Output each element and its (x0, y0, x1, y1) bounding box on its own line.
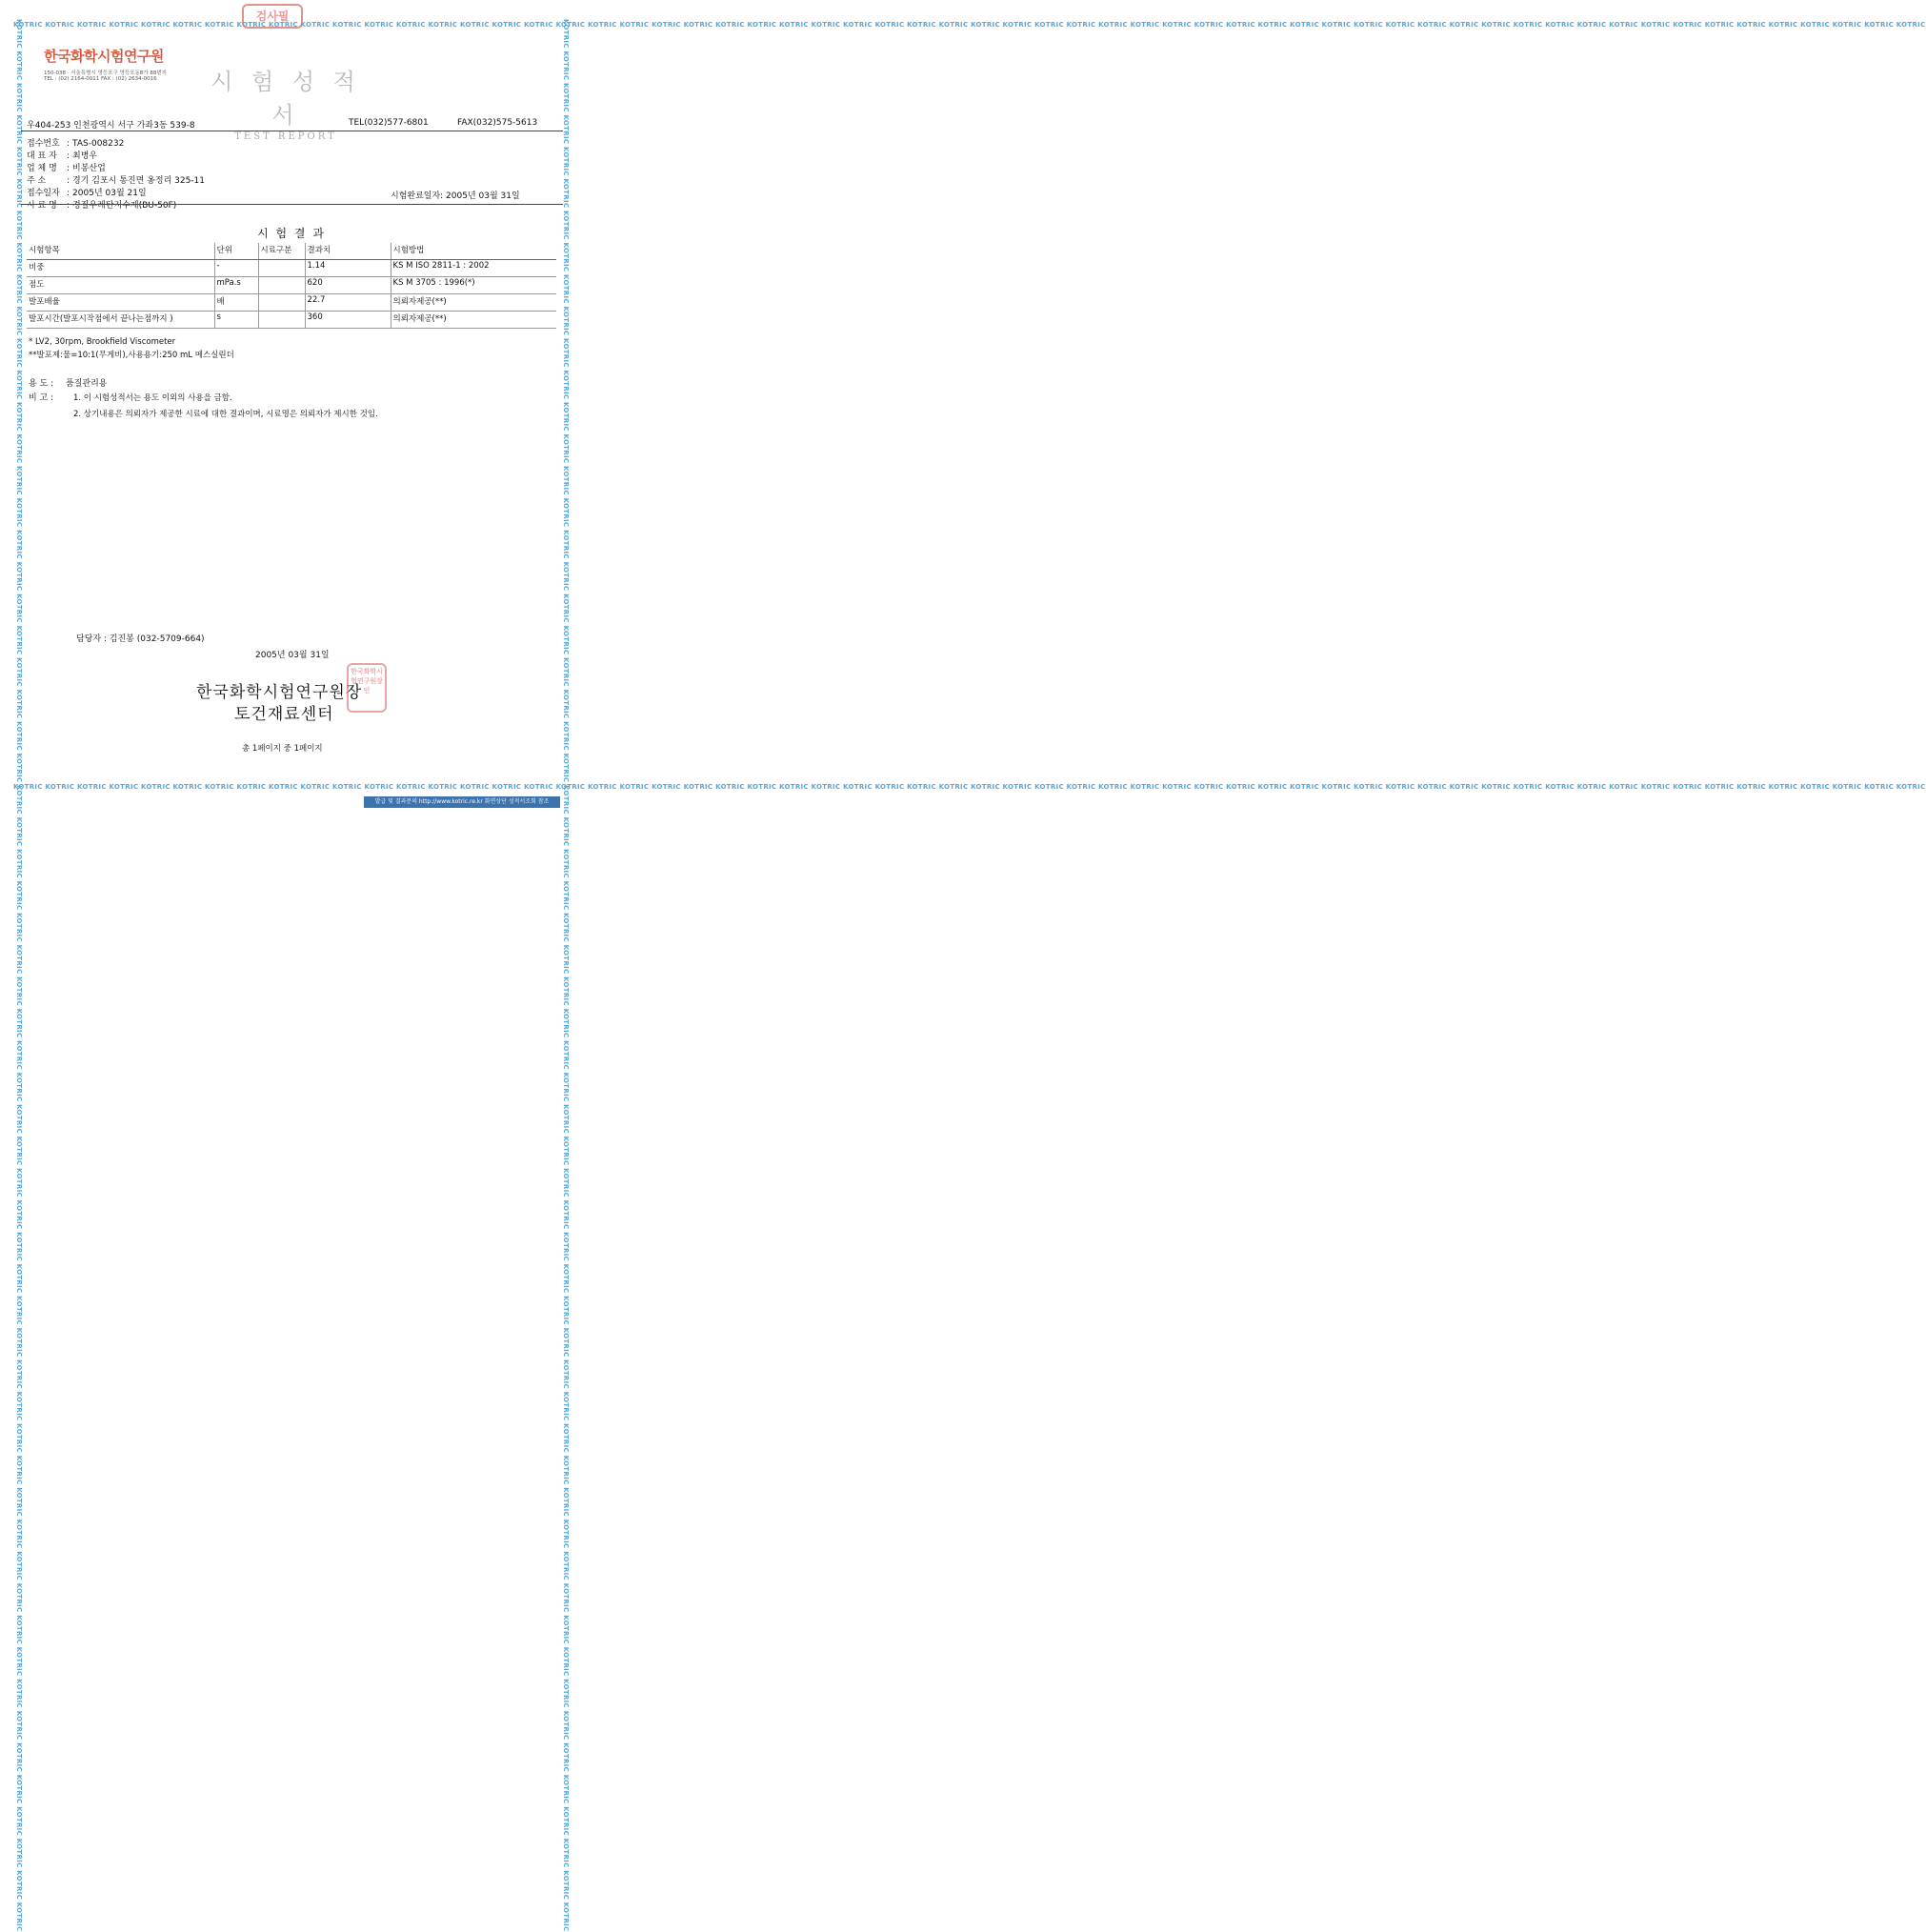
table-cell: 배 (214, 294, 258, 312)
table-cell (258, 294, 305, 312)
contact-person: 담당자 : 김진봉 (032-5709-664) (76, 634, 205, 644)
table-cell: 발포배율 (27, 294, 214, 312)
notes (29, 335, 234, 362)
table-cell: 1.14 (305, 260, 391, 277)
page-info: 총 1페이지 중 1페이지 (242, 744, 323, 754)
institute-name: 한국화학시험연구원 (44, 48, 164, 65)
divider (21, 204, 563, 205)
info-row (27, 175, 205, 188)
client-address: 우404-253 인천광역시 서구 가좌3동 539-8 (27, 121, 195, 131)
info-row (27, 200, 205, 212)
info-row (27, 138, 205, 151)
results-title: 시 험 결 과 (257, 227, 326, 240)
table-cell: 의뢰자제공(**) (391, 312, 556, 329)
document-title: 시 험 성 적 서 (211, 69, 361, 129)
verification-bar: 발급 및 결과문의 http://www.kotric.re.kr 화면상단 성적서조회 참조 (364, 796, 560, 808)
info-label: 주 소 (27, 176, 47, 186)
info-row (27, 151, 205, 163)
purpose-value: 품질관리용 (66, 379, 108, 389)
table-row (27, 312, 556, 329)
remarks-label: 비 고 : (29, 393, 54, 403)
signer-department: 토건재료센터 (234, 705, 334, 724)
institute-logo (44, 46, 167, 82)
client-tel: TEL(032)577-6801 (349, 118, 429, 128)
signer-title: 한국화학시험연구원장 (196, 683, 363, 702)
note-line: * LV2, 30rpm, Brookfield Viscometer (29, 337, 176, 347)
table-cell (258, 312, 305, 329)
table-cell: s (214, 312, 258, 329)
purpose-label: 용 도 : (29, 379, 54, 389)
table-cell: - (214, 260, 258, 277)
security-pattern-text: KOTRIC KOTRIC KOTRIC KOTRIC KOTRIC KOTRIC KOTRIC KOTRIC KOTRIC KOTRIC KOTRIC KOTRIC KOTRIC KOTRIC KOTRIC KOTRIC KOTRIC KOTRIC KOTRIC KOTRIC KOTRIC KOTRIC KOTRIC KOTRIC KOTRIC KOTRIC KOTRIC KOTRIC KOTRIC KOTRIC KOTRIC KOTRIC KOTRIC KOTRIC KOTRIC KOTRIC KOTRIC KOTRIC KOTRIC KOTRIC KOTRIC KOTRIC KOTRIC KOTRIC KOTRIC KOTRIC KOTRIC KOTRIC KOTRIC KOTRIC KOTRIC KOTRIC KOTRIC KOTRIC KOTRIC KOTRIC KOTRIC KOTRIC KOTRIC KOTRIC (13, 783, 1926, 791)
info-label: 업 체 명 (27, 164, 57, 173)
info-value: 경질우레탄지수제(BU-50F) (72, 201, 177, 211)
table-cell: KS M ISO 2811-1 : 2002 (391, 260, 556, 277)
table-cell: 620 (305, 277, 391, 294)
info-separator: : (67, 151, 70, 161)
top-stamp: 검사필 (242, 4, 303, 29)
info-value: TAS-008232 (72, 139, 125, 149)
table-row (27, 277, 556, 294)
table-cell: 발포시간(발포시작점에서 끝나는점까지 ) (27, 312, 214, 329)
document-subtitle: TEST REPORT (234, 131, 337, 142)
info-row (27, 163, 205, 175)
institute-address: 150-038 · 서울특별시 영등포구 영등포동8가 88번지 (44, 70, 167, 76)
table-cell: 점도 (27, 277, 214, 294)
table-cell: KS M 3705 : 1996(*) (391, 277, 556, 294)
security-pattern-text: KOTRIC KOTRIC KOTRIC KOTRIC KOTRIC KOTRIC KOTRIC KOTRIC KOTRIC KOTRIC KOTRIC KOTRIC KOTRIC KOTRIC KOTRIC KOTRIC KOTRIC KOTRIC KOTRIC KOTRIC KOTRIC KOTRIC KOTRIC KOTRIC KOTRIC KOTRIC KOTRIC KOTRIC KOTRIC KOTRIC KOTRIC KOTRIC KOTRIC KOTRIC KOTRIC KOTRIC KOTRIC KOTRIC KOTRIC KOTRIC KOTRIC KOTRIC KOTRIC KOTRIC KOTRIC KOTRIC KOTRIC KOTRIC KOTRIC KOTRIC KOTRIC KOTRIC KOTRIC KOTRIC KOTRIC KOTRIC KOTRIC KOTRIC KOTRIC KOTRIC (562, 19, 570, 1932)
info-separator: : (67, 164, 70, 173)
client-fax: FAX(032)575-5613 (457, 118, 538, 128)
info-value: 비봉산업 (72, 164, 106, 173)
note-line: **발포제:물=10:1(무게비),사용용기:250 mL 메스실린더 (29, 351, 234, 360)
official-seal: 한국화학시험연구원장인 (347, 663, 387, 713)
info-label: 시 료 명 (27, 201, 57, 211)
table-header-cell: 시험항목 (27, 243, 214, 260)
table-header-cell: 시험방법 (391, 243, 556, 260)
results-table (27, 243, 556, 329)
remark-item: 1. 이 시험성적서는 용도 이외의 사용을 금함. (73, 393, 232, 403)
remarks-list (73, 391, 378, 423)
table-cell (258, 260, 305, 277)
info-value: 최병우 (72, 151, 98, 161)
info-separator: : (67, 176, 70, 186)
purpose (29, 376, 108, 389)
info-separator: : (67, 189, 70, 198)
security-border-bottom (13, 781, 1926, 793)
table-row (27, 294, 556, 312)
table-header-cell: 단위 (214, 243, 258, 260)
security-pattern-text: KOTRIC KOTRIC KOTRIC KOTRIC KOTRIC KOTRIC KOTRIC KOTRIC KOTRIC KOTRIC KOTRIC KOTRIC KOTRIC KOTRIC KOTRIC KOTRIC KOTRIC KOTRIC KOTRIC KOTRIC KOTRIC KOTRIC KOTRIC KOTRIC KOTRIC KOTRIC KOTRIC KOTRIC KOTRIC KOTRIC KOTRIC KOTRIC KOTRIC KOTRIC KOTRIC KOTRIC KOTRIC KOTRIC KOTRIC KOTRIC KOTRIC KOTRIC KOTRIC KOTRIC KOTRIC KOTRIC KOTRIC KOTRIC KOTRIC KOTRIC KOTRIC KOTRIC KOTRIC KOTRIC KOTRIC KOTRIC KOTRIC KOTRIC KOTRIC KOTRIC (15, 19, 23, 1932)
issue-date: 2005년 03월 31일 (255, 651, 330, 660)
info-label: 대 표 자 (27, 151, 57, 161)
table-row (27, 260, 556, 277)
institute-phone: TEL : (02) 2164-0011 FAX : (02) 2634-0016 (44, 76, 157, 82)
info-separator: : (67, 139, 70, 149)
info-block (27, 138, 205, 212)
security-border-right (560, 19, 572, 1932)
table-cell (258, 277, 305, 294)
remark-item: 2. 상기내용은 의뢰자가 제공한 시료에 대한 결과이며, 시료명은 의뢰자가 제시한 것임. (73, 410, 378, 419)
table-cell: mPa.s (214, 277, 258, 294)
info-label: 접수일자 (27, 189, 60, 198)
table-header-cell: 시료구분 (258, 243, 305, 260)
info-row (27, 188, 205, 200)
table-cell: 의뢰자제공(**) (391, 294, 556, 312)
info-value: 경기 김포시 통진면 옹정리 325-11 (72, 176, 206, 186)
info-label: 접수번호 (27, 139, 60, 149)
table-cell: 22.7 (305, 294, 391, 312)
table-cell: 360 (305, 312, 391, 329)
table-header-row (27, 243, 556, 260)
security-pattern-text: KOTRIC KOTRIC KOTRIC KOTRIC KOTRIC KOTRIC KOTRIC KOTRIC KOTRIC KOTRIC KOTRIC KOTRIC KOTRIC KOTRIC KOTRIC KOTRIC KOTRIC KOTRIC KOTRIC KOTRIC KOTRIC KOTRIC KOTRIC KOTRIC KOTRIC KOTRIC KOTRIC KOTRIC KOTRIC KOTRIC KOTRIC KOTRIC KOTRIC KOTRIC KOTRIC KOTRIC KOTRIC KOTRIC KOTRIC KOTRIC KOTRIC KOTRIC KOTRIC KOTRIC KOTRIC KOTRIC KOTRIC KOTRIC KOTRIC KOTRIC KOTRIC KOTRIC KOTRIC KOTRIC KOTRIC KOTRIC KOTRIC KOTRIC KOTRIC KOTRIC (13, 21, 1926, 29)
table-header-cell: 결과치 (305, 243, 391, 260)
completion-date: 시험완료일자: 2005년 03월 31일 (391, 191, 520, 201)
info-value: 2005년 03월 21일 (72, 189, 147, 198)
table-cell: 비중 (27, 260, 214, 277)
info-separator: : (67, 201, 70, 211)
security-border-left (13, 19, 25, 1932)
